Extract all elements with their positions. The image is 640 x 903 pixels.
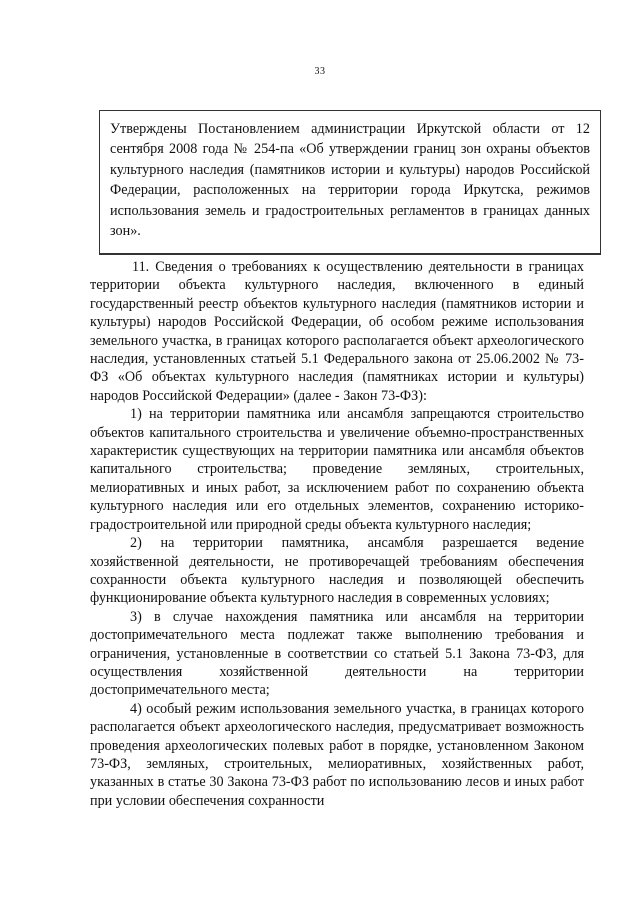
section-intro-paragraph: 11. Сведения о требованиях к осуществлению деятельности в границах территории объекта культурного наследия, включенного в единый государственный реестр объектов культурного наследия (памятников истории и культуры) народов Российской Федерации, об особом режиме использования земельного участка, в границах которого располагается объект археологического наследия, установленных статьей 5.1 Федерального закона от 25.06.2002 № 73-ФЗ «Об объектах культурного наследия (памятниках истории и культуры) народов Российской Федерации» (далее - Закон 73-ФЗ):: [90, 259, 584, 404]
requirement-item-1: 1) на территории памятника или ансамбля запрещаются строительство объектов капитального строительства и увеличение объемно-пространственных характеристик существующих на территории памятника или ансамбля объектов капитального строительства; проведение земляных, строительных, мелиоративных и иных работ, за исключением работ по сохранению объекта культурного наследия или его отдельных элементов, сохранению историко-градостроительной или природной среды объекта культурного наследия;: [90, 406, 584, 533]
section-11-body: [90, 258, 584, 810]
requirement-item-3: 3) в случае нахождения памятника или ансамбля на территории достопримечательного места подлежат также выполнению требования и ограничения, установленные в соответствии со статьей 5.1 Закона 73-ФЗ, для осуществления хозяйственной деятельности на территории достопримечательного места;: [90, 608, 584, 699]
requirement-item-4: 4) особый режим использования земельного участка, в границах которого располагается объект археологического наследия, предусматривает возможность проведения археологических полевых работ в порядке, установленном Законом 73-ФЗ, земляных, строительных, мелиоративных, хозяйственных работ, указанных в статье 30 Закона 73-ФЗ работ по использованию лесов и иных работ при условии обеспечения сохранности: [90, 700, 584, 809]
page-number: 33: [314, 66, 326, 77]
approval-note-box: [99, 110, 601, 255]
approval-note-text: Утверждены Постановлением администрации Иркутской области от 12 сентября 2008 года № 254-па «Об утверждении границ зон охраны объектов культурного наследия (памятников истории и культуры) народов Российской Федерации, расположенных на территории города Иркутска, режимов использования земель и градостроительных регламентов в границах данных зон».: [110, 121, 590, 240]
requirement-item-2: 2) на территории памятника, ансамбля разрешается ведение хозяйственной деятельности, не противоречащей требованиям обеспечения сохранности объекта культурного наследия и позволяющей обеспечить функционирование объекта культурного наследия в современных условиях;: [90, 535, 584, 607]
